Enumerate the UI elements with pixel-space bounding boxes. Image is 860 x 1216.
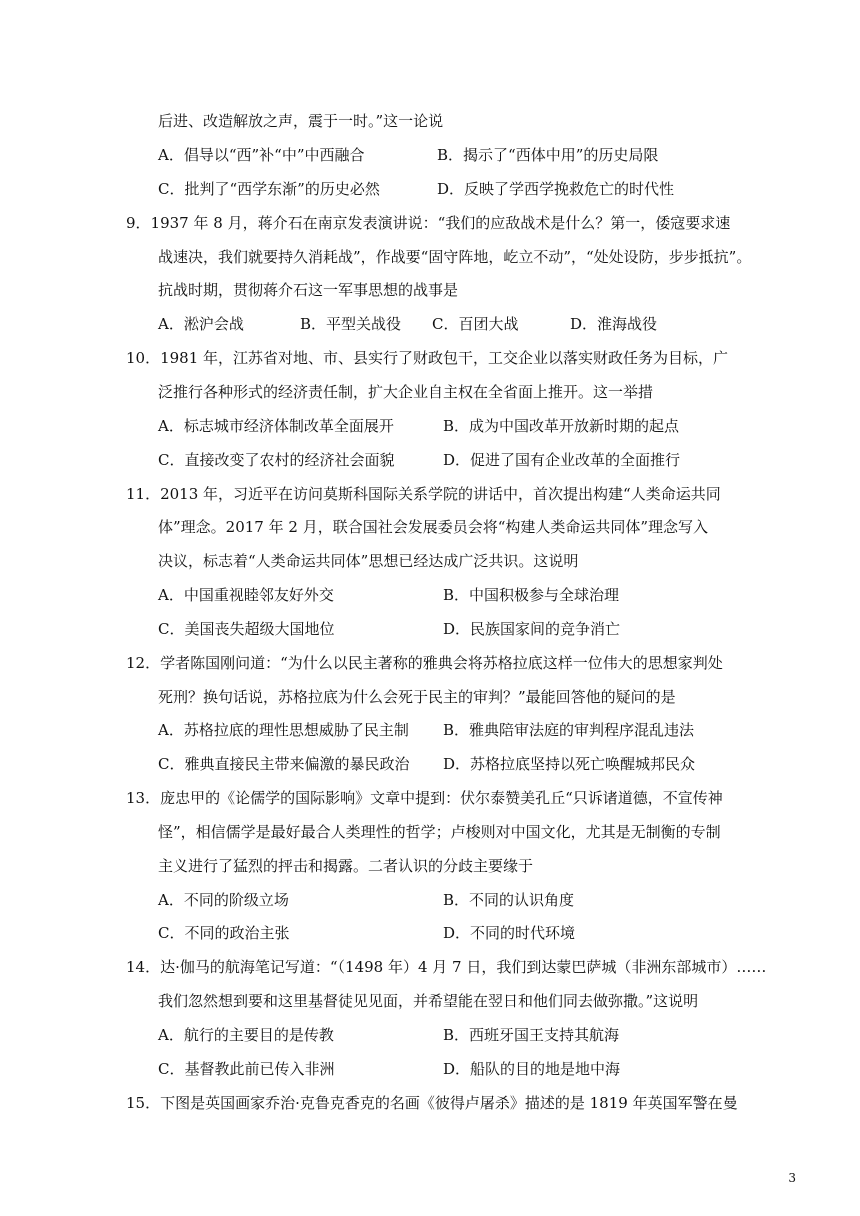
- question-13-stem-line-2: 怪”，相信儒学是最好最合人类理性的哲学；卢梭则对中国文化，尤其是无制衡的专制: [158, 823, 721, 841]
- question-15-stem-line-1: 15．下图是英国画家乔治·克鲁克香克的名画《彼得卢屠杀》描述的是 1819 年英国军警在曼: [126, 1094, 738, 1112]
- question-12-stem-line-1: 12．学者陈国刚问道：“为什么以民主著称的雅典会将苏格拉底这样一位伟大的思想家判处: [126, 654, 723, 672]
- question-10-option-a: A．标志城市经济体制改革全面展开: [158, 417, 394, 435]
- question-9-stem-line-2: 战速决，我们就要持久消耗战”，作战要“固守阵地，屹立不动”，“处处设防，步步抵抗”。: [158, 248, 752, 266]
- question-8-option-b: B．揭示了“西体中用”的历史局限: [437, 146, 659, 164]
- question-11-stem-line-3: 决议，标志着“人类命运共同体”思想已经达成广泛共识。这说明: [158, 552, 579, 570]
- question-13-option-b: B．不同的认识角度: [443, 891, 575, 909]
- question-11-option-c: C．美国丧失超级大国地位: [158, 620, 335, 638]
- question-12-option-c: C．雅典直接民主带来偏激的暴民政治: [158, 755, 410, 773]
- question-14-option-c: C．基督教此前已传入非洲: [158, 1060, 335, 1078]
- question-8-stem-end: 后进、改造解放之声，震于一时。”这一论说: [158, 112, 444, 130]
- question-13-stem-line-1: 13．庞忠甲的《论儒学的国际影响》文章中提到：伏尔泰赞美孔丘“只诉诸道德，不宣传神: [126, 789, 723, 807]
- question-14-stem-line-2: 我们忽然想到要和这里基督徒见见面，并希望能在翌日和他们同去做弥撒。”这说明: [158, 992, 699, 1010]
- question-8-option-d: D．反映了学西学挽救危亡的时代性: [437, 180, 675, 198]
- question-10-option-c: C．直接改变了农村的经济社会面貌: [158, 451, 395, 469]
- question-12-option-a: A．苏格拉底的理性思想威胁了民主制: [158, 721, 409, 739]
- question-13-option-d: D．不同的时代环境: [443, 924, 576, 942]
- question-10-option-d: D．促进了国有企业改革的全面推行: [443, 451, 681, 469]
- question-11-option-a: A．中国重视睦邻友好外交: [158, 586, 334, 604]
- question-11-option-d: D．民族国家间的竞争消亡: [443, 620, 621, 638]
- question-14-option-d: D．船队的目的地是地中海: [443, 1060, 621, 1078]
- question-9-option-a: A．淞沪会战: [158, 315, 244, 333]
- question-8-option-a: A．倡导以“西”补“中”中西融合: [158, 146, 365, 164]
- question-11-stem-line-2: 体”理念。2017 年 2 月，联合国社会发展委员会将“构建人类命运共同体”理念写入: [158, 518, 709, 536]
- question-10-stem-line-1: 10．1981 年，江苏省对地、市、县实行了财政包干，工交企业以落实财政任务为目标，广: [126, 349, 729, 367]
- question-14-option-b: B．西班牙国王支持其航海: [443, 1026, 620, 1044]
- question-10-option-b: B．成为中国改革开放新时期的起点: [443, 417, 680, 435]
- question-11-option-b: B．中国积极参与全球治理: [443, 586, 620, 604]
- question-9-option-d: D．淮海战役: [570, 315, 658, 333]
- question-13-option-c: C．不同的政治主张: [158, 924, 290, 942]
- question-9-stem-line-1: 9．1937 年 8 月，蒋介石在南京发表演讲说：“我们的应敌战术是什么？第一，倭寇要求速: [126, 214, 731, 232]
- question-13-option-a: A．不同的阶级立场: [158, 891, 289, 909]
- question-12-option-b: B．雅典陪审法庭的审判程序混乱违法: [443, 721, 695, 739]
- question-13-stem-line-3: 主义进行了猛烈的抨击和揭露。二者认识的分歧主要缘于: [158, 857, 534, 875]
- question-9-stem-line-3: 抗战时期，贯彻蒋介石这一军事思想的战事是: [158, 281, 459, 299]
- question-11-stem-line-1: 11．2013 年，习近平在访问莫斯科国际关系学院的讲话中，首次提出构建“人类命运共同: [126, 485, 721, 503]
- question-9-option-b: B．平型关战役: [300, 315, 402, 333]
- question-8-option-c: C．批判了“西学东渐”的历史必然: [158, 180, 380, 198]
- question-14-option-a: A．航行的主要目的是传教: [158, 1026, 334, 1044]
- question-12-stem-line-2: 死刑？换句话说，苏格拉底为什么会死于民主的审判？”最能回答他的疑问的是: [158, 688, 676, 706]
- question-12-option-d: D．苏格拉底坚持以死亡唤醒城邦民众: [443, 755, 696, 773]
- question-10-stem-line-2: 泛推行各种形式的经济责任制，扩大企业自主权在全省面上推开。这一举措: [158, 383, 654, 401]
- page-number: 3: [788, 1171, 796, 1185]
- question-9-option-c: C．百团大战: [432, 315, 519, 333]
- question-14-stem-line-1: 14．达·伽马的航海笔记写道：“（1498 年）4 月 7 日，我们到达蒙巴萨城（非洲东部城市）……: [126, 958, 767, 976]
